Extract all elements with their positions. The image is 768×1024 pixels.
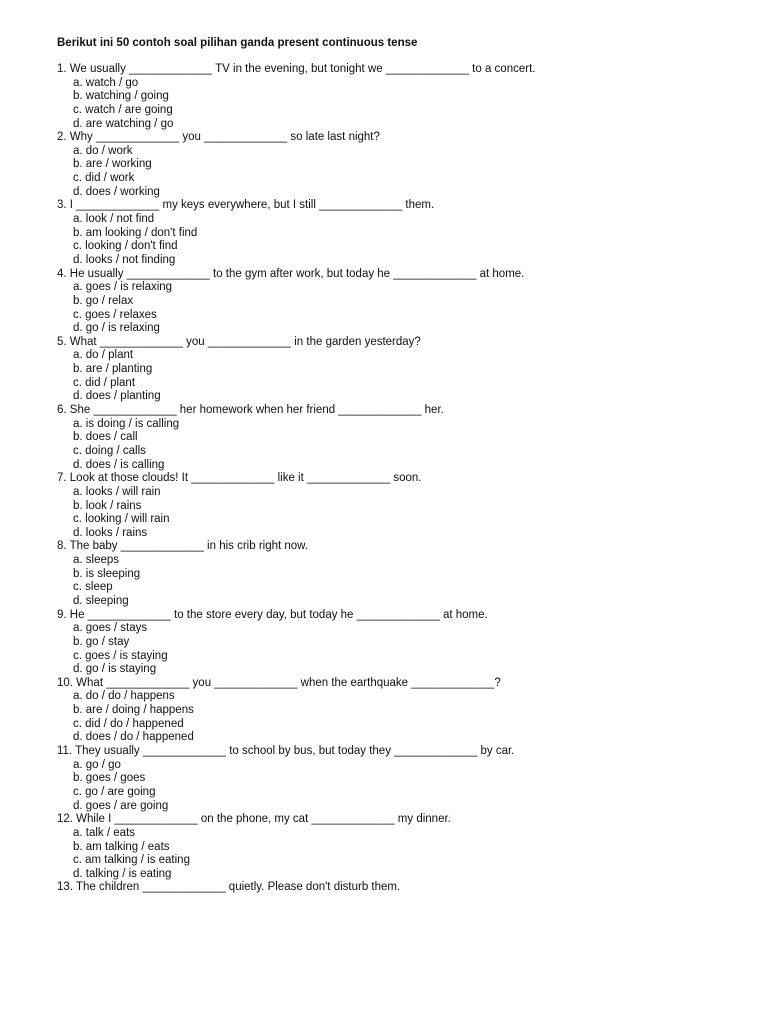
answer-option[interactable]: c. doing / calls bbox=[73, 444, 146, 457]
question-8 bbox=[57, 540, 535, 608]
answer-option[interactable]: b. are / doing / happens bbox=[73, 704, 194, 717]
answer-option[interactable]: b. look / rains bbox=[73, 499, 142, 512]
answer-option[interactable]: a. talk / eats bbox=[73, 826, 136, 839]
answer-option[interactable]: b. are / working bbox=[73, 158, 152, 171]
answer-option[interactable]: c. did / plant bbox=[73, 376, 136, 389]
answer-option[interactable]: c. goes / is staying bbox=[73, 649, 168, 662]
answer-option[interactable]: d. looks / not finding bbox=[73, 253, 176, 266]
question-stem: 13. The children _____________ quietly. Please don't disturb them. bbox=[57, 881, 401, 894]
answer-option[interactable]: a. do / do / happens bbox=[73, 690, 175, 703]
answer-option[interactable]: c. looking / will rain bbox=[73, 513, 170, 526]
answer-option[interactable]: d. does / do / happened bbox=[73, 731, 194, 744]
question-stem: 3. I _____________ my keys everywhere, but I still _____________ them. bbox=[57, 199, 435, 212]
answer-option[interactable]: a. goes / stays bbox=[73, 622, 148, 635]
question-stem: 4. He usually _____________ to the gym after work, but today he _____________ at home. bbox=[57, 267, 525, 280]
answer-option[interactable]: a. go / go bbox=[73, 758, 121, 771]
question-9 bbox=[57, 609, 535, 677]
answer-option[interactable]: b. go / stay bbox=[73, 635, 130, 648]
question-stem: 9. He _____________ to the store every day, but today he _____________ at home. bbox=[57, 608, 488, 621]
answer-option[interactable]: c. watch / are going bbox=[73, 103, 173, 116]
answer-option[interactable]: c. did / work bbox=[73, 172, 135, 185]
answer-option[interactable]: b. does / call bbox=[73, 431, 138, 444]
question-4 bbox=[57, 268, 535, 336]
question-stem: 2. Why _____________ you _____________ so late last night? bbox=[57, 131, 380, 144]
answer-option[interactable]: b. watching / going bbox=[73, 90, 169, 103]
answer-option[interactable]: a. do / plant bbox=[73, 349, 134, 362]
document-title: Berikut ini 50 contoh soal pilihan ganda present continuous tense bbox=[57, 37, 418, 49]
question-6 bbox=[57, 404, 535, 472]
answer-option[interactable]: b. are / planting bbox=[73, 363, 153, 376]
question-stem: 1. We usually _____________ TV in the evening, but tonight we _____________ to a concert. bbox=[57, 63, 536, 75]
answer-option[interactable]: c. looking / don't find bbox=[73, 240, 178, 253]
question-11 bbox=[57, 745, 535, 813]
answer-option[interactable]: d. talking / is eating bbox=[73, 867, 172, 880]
answer-option[interactable]: a. sleeps bbox=[73, 554, 120, 567]
answer-option[interactable]: b. is sleeping bbox=[73, 567, 141, 580]
question-5 bbox=[57, 336, 535, 404]
answer-option[interactable]: b. am looking / don't find bbox=[73, 226, 198, 239]
answer-option[interactable]: c. did / do / happened bbox=[73, 717, 184, 730]
question-stem: 11. They usually _____________ to school by bus, but today they _____________ by car. bbox=[57, 745, 515, 758]
answer-option[interactable]: d. sleeping bbox=[73, 594, 129, 607]
question-10 bbox=[57, 677, 535, 745]
question-12 bbox=[57, 813, 535, 881]
answer-option[interactable]: d. does / planting bbox=[73, 390, 161, 403]
question-stem: 8. The baby _____________ in his crib right now. bbox=[57, 540, 309, 553]
answer-option[interactable]: d. does / is calling bbox=[73, 458, 165, 471]
answer-option[interactable]: b. goes / goes bbox=[73, 772, 146, 785]
question-stem: 6. She _____________ her homework when her friend _____________ her. bbox=[57, 404, 444, 417]
question-stem: 10. What _____________ you _____________ when the earthquake _____________? bbox=[57, 676, 501, 689]
answer-option[interactable]: a. watch / go bbox=[73, 76, 139, 89]
answer-option[interactable]: a. looks / will rain bbox=[73, 485, 161, 498]
answer-option[interactable]: a. do / work bbox=[73, 144, 133, 157]
answer-option[interactable]: c. am talking / is eating bbox=[73, 854, 190, 867]
answer-option[interactable]: d. does / working bbox=[73, 185, 160, 198]
answer-option[interactable]: b. am talking / eats bbox=[73, 840, 170, 853]
answer-option[interactable]: d. looks / rains bbox=[73, 526, 148, 539]
question-stem: 5. What _____________ you _____________ in the garden yesterday? bbox=[57, 335, 421, 348]
answer-option[interactable]: a. look / not find bbox=[73, 213, 155, 226]
answer-option[interactable]: c. sleep bbox=[73, 581, 113, 594]
answer-option[interactable]: c. go / are going bbox=[73, 785, 156, 798]
question-list bbox=[57, 63, 535, 895]
question-3 bbox=[57, 199, 535, 267]
question-13 bbox=[57, 881, 535, 895]
answer-option[interactable]: b. go / relax bbox=[73, 294, 134, 307]
answer-option[interactable]: d. go / is relaxing bbox=[73, 322, 160, 335]
answer-option[interactable]: d. go / is staying bbox=[73, 663, 157, 676]
answer-option[interactable]: d. goes / are going bbox=[73, 799, 169, 812]
question-2 bbox=[57, 131, 535, 199]
answer-option[interactable]: a. goes / is relaxing bbox=[73, 281, 173, 294]
question-7 bbox=[57, 472, 535, 540]
question-1 bbox=[57, 63, 535, 131]
answer-option[interactable]: d. are watching / go bbox=[73, 117, 174, 130]
answer-option[interactable]: a. is doing / is calling bbox=[73, 417, 180, 430]
question-stem: 12. While I _____________ on the phone, my cat _____________ my dinner. bbox=[57, 813, 451, 826]
question-stem: 7. Look at those clouds! It _____________ like it _____________ soon. bbox=[57, 472, 422, 485]
answer-option[interactable]: c. goes / relaxes bbox=[73, 308, 157, 321]
